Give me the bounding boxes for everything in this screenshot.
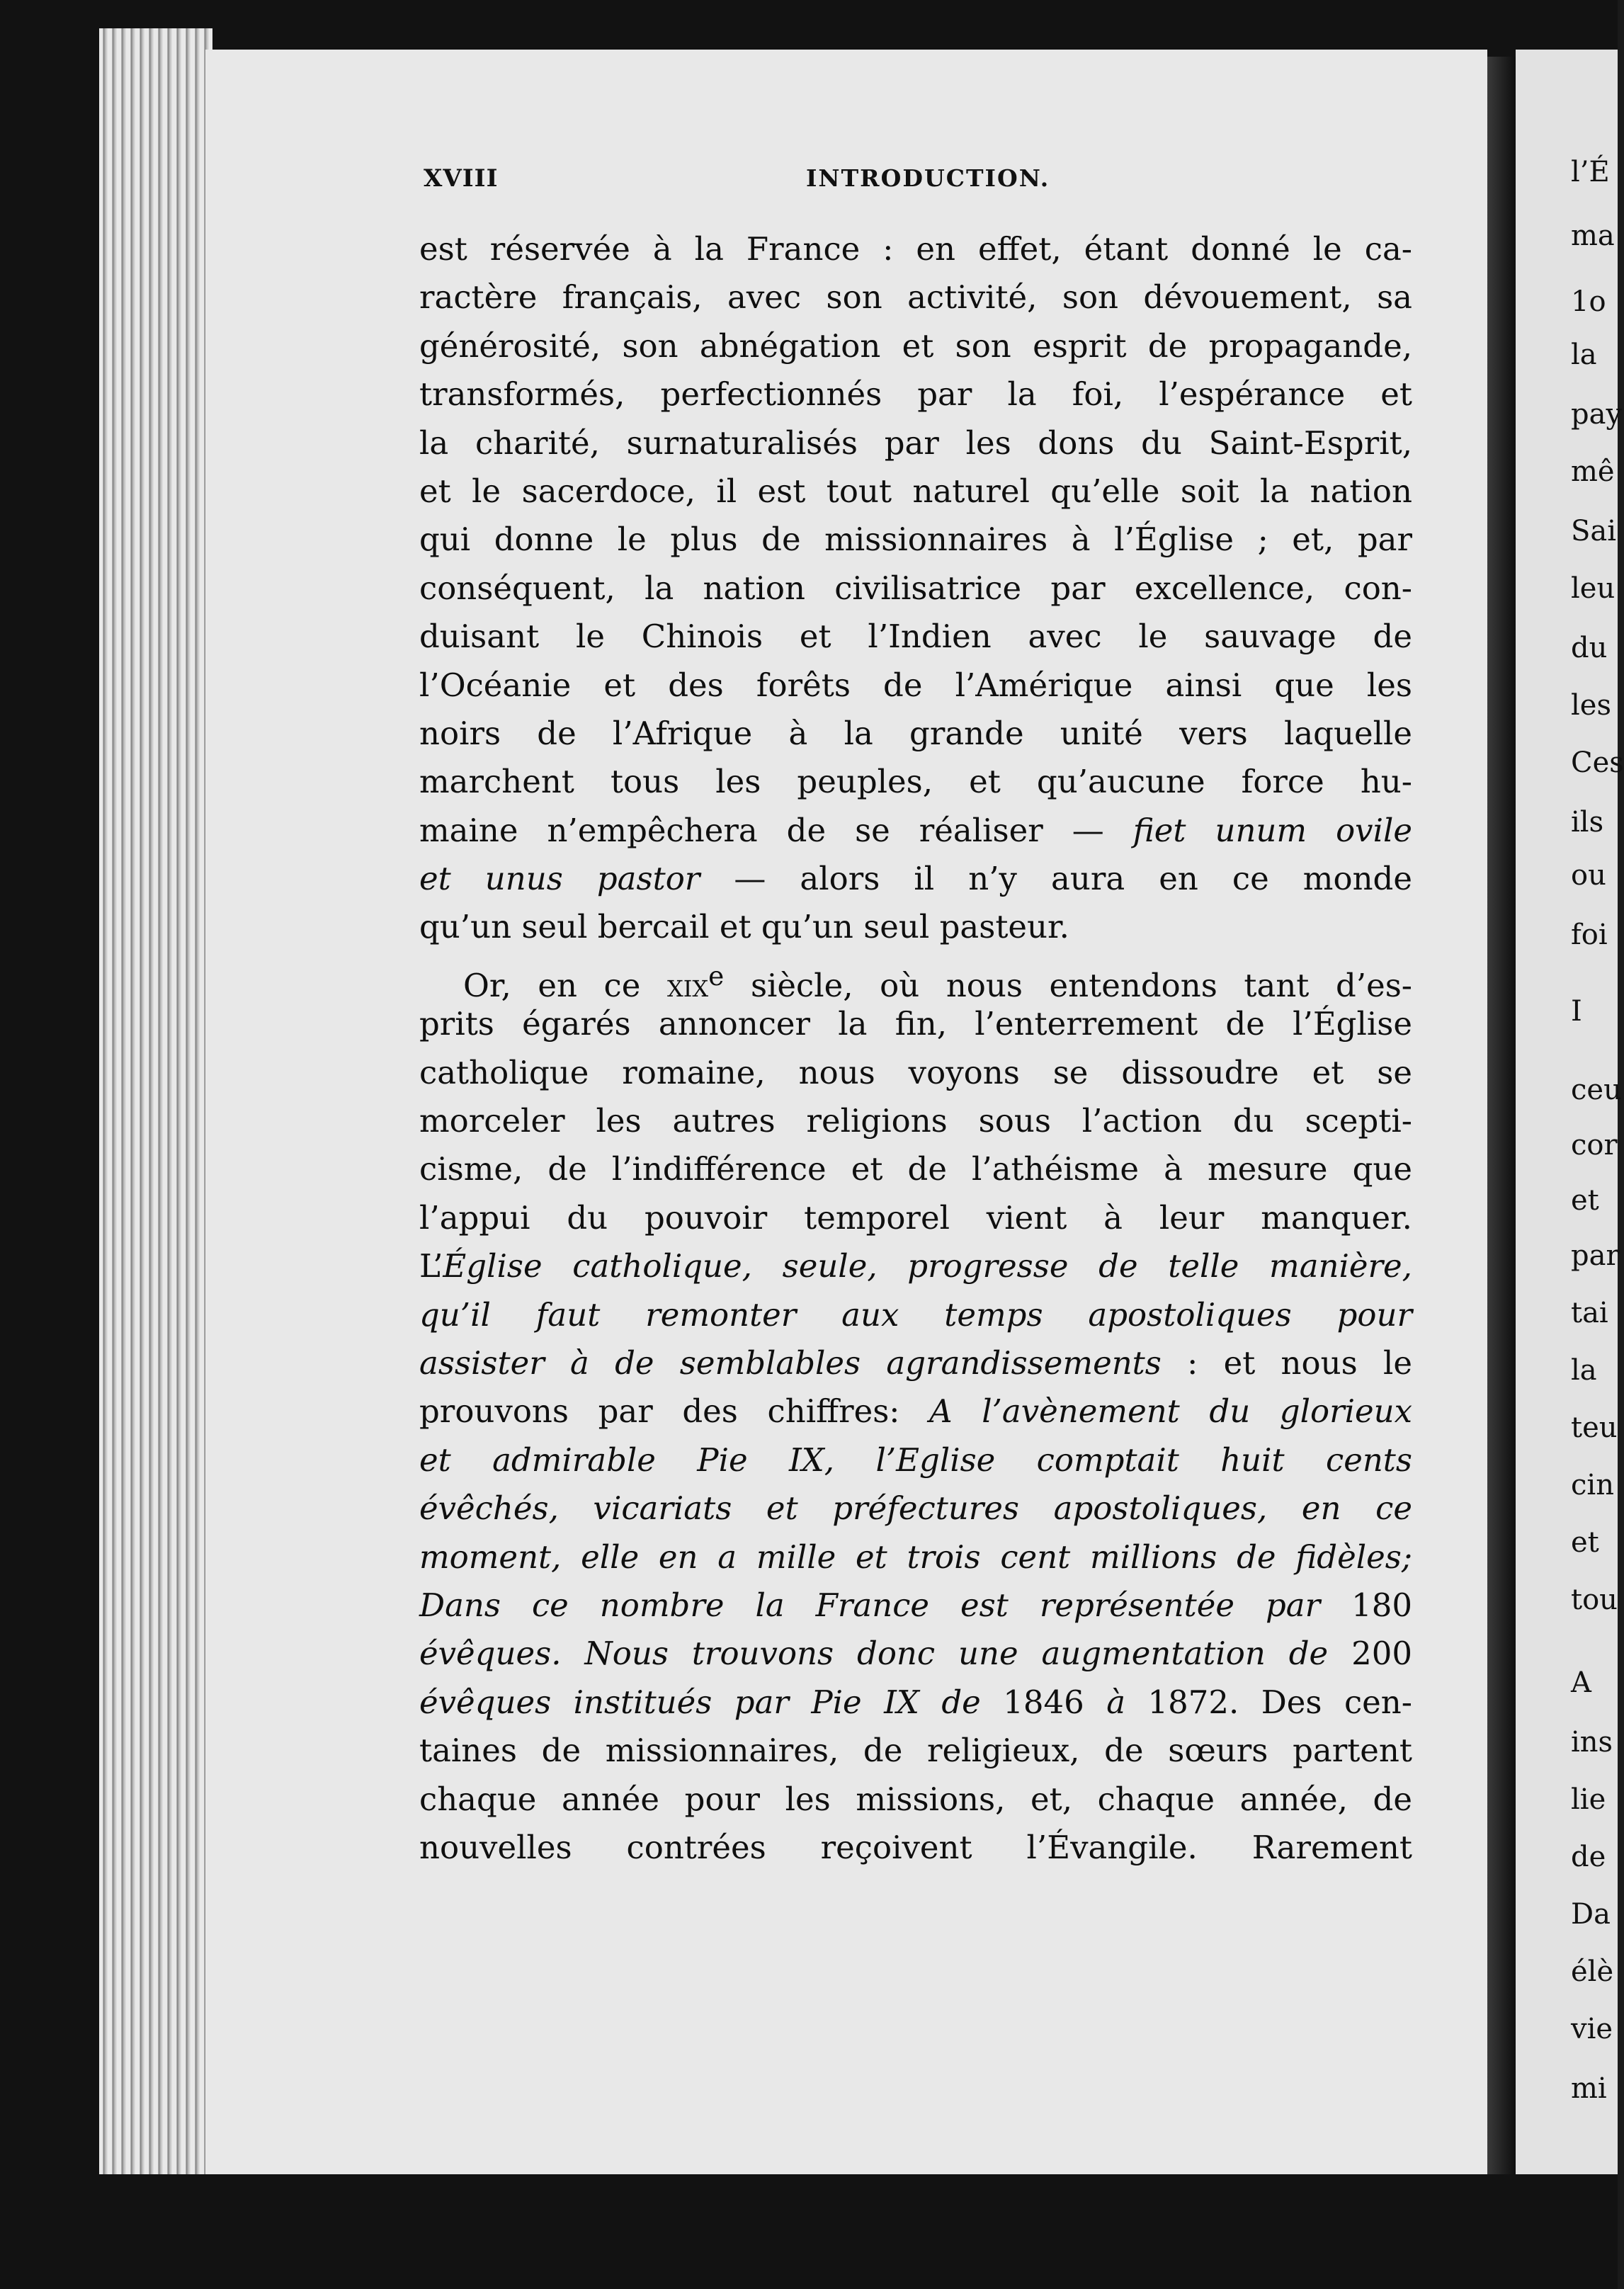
facing-page-text: tai [1571,1297,1608,1329]
running-header [424,164,1429,207]
superscript: e [708,960,725,992]
facing-page-text: Da [1571,1898,1611,1931]
running-title: INTRODUCTION. [806,164,1050,192]
text-line [419,1581,1412,1630]
text-span: noirs de l’Afrique à la grande unité vers laquelle [419,714,1412,752]
facing-page-text: la [1571,1354,1597,1387]
text-line [419,1194,1412,1242]
text-line [419,1000,1412,1048]
facing-page-text: leu [1571,572,1616,605]
text-line [419,273,1412,322]
text-span: maine n’empêchera de se réaliser — [419,811,1133,849]
text-line [419,1727,1412,1775]
text-span: ractère français, avec son activité, son dévouement, sa [419,278,1412,317]
facing-page-text: Sai [1571,515,1617,547]
body-text [419,225,1412,1872]
italic-span: qu’il faut remonter aux temps apostoliques pour [419,1295,1412,1334]
text-span: prits égarés annoncer la fin, l’enterrement de l’Église [419,1005,1412,1043]
text-span: conséquent, la nation civilisatrice par excellence, con- [419,569,1412,607]
italic-span: moment, elle en a mille et trois cent millions de fidèles; [419,1538,1412,1576]
text-line [419,370,1412,419]
text-span: transformés, perfectionnés par la foi, l’espérance et [419,375,1412,414]
facing-page-text: 1o [1571,285,1606,318]
facing-page-text: et [1571,1184,1599,1217]
text-span: l’Océanie et des forêts de l’Amérique ainsi que les [419,666,1412,704]
text-span: nouvelles contrées reçoivent l’Évangile. Rarement [419,1828,1412,1866]
text-line [419,1533,1412,1581]
text-line [419,419,1412,467]
facing-page-text: mi [1571,2072,1607,2105]
facing-page-text: teu [1571,1412,1618,1444]
text-span: l’appui du pouvoir temporel vient à leur manquer. [419,1198,1412,1237]
text-line [419,1824,1412,1872]
text-line [419,952,1412,1004]
text-span: est réservée à la France : en effet, étant donné le ca- [419,230,1412,268]
text-line [419,322,1412,370]
text-span: duisant le Chinois et l’Indien avec le sauvage de [419,618,1412,656]
text-line [419,1097,1412,1145]
text-line [419,1387,1412,1436]
facing-page-text: l’É [1571,156,1610,188]
facing-page-text: par [1571,1239,1620,1272]
text-span: prouvons par des chiffres: [419,1392,930,1431]
facing-page-text: ceu [1571,1074,1622,1106]
facing-page-text: élè [1571,1955,1614,1988]
italic-span: à [1106,1683,1126,1721]
text-span: 1872. Des cen- [1125,1683,1412,1721]
text-line [419,467,1412,516]
text-span: : et nous le [1161,1344,1412,1382]
text-span: catholique romaine, nous voyons se dissoudre et se [419,1053,1412,1091]
text-span: et le sacerdoce, il est tout naturel qu’elle soit la nation [419,472,1412,510]
text-span: L’ [419,1247,443,1285]
text-span: chaque année pour les missions, et, chaque année, de [419,1780,1412,1818]
text-line [419,1145,1412,1193]
text-line [419,855,1412,903]
facing-page-fragment [1516,50,1624,2174]
text-span: qu’un seul bercail et qu’un seul pasteur. [419,908,1069,946]
italic-span: A l’avènement du glorieux [929,1392,1412,1431]
book-page-edges [99,28,212,2174]
text-span: xix [666,966,709,1004]
text-span: morceler les autres religions sous l’action du scepti- [419,1102,1412,1140]
text-span: 180 [1320,1586,1412,1624]
facing-page-text: foi [1571,919,1608,951]
facing-page-text: et [1571,1526,1599,1559]
text-span: qui donne le plus de missionnaires à l’Église ; et, par [419,521,1412,559]
text-span: siècle, où nous entendons tant d’es- [724,966,1412,1004]
facing-page-text: mê [1571,455,1615,488]
italic-span: et unus pastor [419,860,700,898]
text-line [419,516,1412,564]
facing-page-text: tou [1571,1584,1618,1616]
italic-span: fiet unum ovile [1132,811,1412,849]
text-line [419,1291,1412,1339]
text-line [419,807,1412,855]
text-span: Or, en ce [463,966,667,1004]
facing-page-text: lie [1571,1783,1606,1816]
facing-page-text: de [1571,1841,1606,1873]
text-line [419,1436,1412,1484]
facing-page-text: cor [1571,1129,1618,1161]
text-line [419,1630,1412,1678]
text-line [419,758,1412,806]
facing-page-text: ou [1571,859,1606,892]
text-line [419,710,1412,758]
italic-span: assister à de semblables agrandissements [419,1344,1162,1382]
facing-page-text: les [1571,689,1611,722]
italic-span: et admirable Pie IX, l’Eglise comptait huit cents [419,1441,1412,1479]
facing-page-text: Ces [1571,746,1624,779]
facing-page-text: ins [1571,1726,1613,1759]
facing-page-text: du [1571,632,1608,664]
facing-page-text: pay [1571,398,1623,431]
text-span: — alors il n’y aura en ce monde [700,860,1412,898]
italic-span: Église catholique, seule, progresse de telle manière, [443,1247,1412,1285]
facing-page-text: la [1571,339,1597,371]
italic-span: évêques. Nous trouvons donc une augmentation de [419,1635,1329,1673]
text-span: cisme, de l’indifférence et de l’athéisme à mesure que [419,1150,1412,1188]
text-line [419,225,1412,273]
book-gutter-shadow [1487,57,1516,2174]
text-line [419,903,1412,951]
italic-span: évêques institués par Pie IX de [419,1683,981,1721]
italic-span: Dans ce nombre la France est représentée par [419,1586,1321,1624]
text-line [419,1049,1412,1097]
text-span: taines de missionnaires, de religieux, de sœurs partent [419,1732,1412,1770]
facing-page-text: A [1571,1666,1591,1699]
text-line [419,1484,1412,1533]
facing-page-text: ils [1571,806,1604,839]
text-line [419,1339,1412,1387]
text-span: la charité, surnaturalisés par les dons du Saint-Esprit, [419,424,1412,462]
text-line [419,1242,1412,1290]
text-line [419,564,1412,613]
text-span: marchent tous les peuples, et qu’aucune force hu- [419,763,1412,801]
text-line [419,1776,1412,1824]
page-number: XVIII [424,164,499,193]
facing-page-text: cin [1571,1469,1614,1501]
text-span: 1846 [980,1683,1107,1721]
italic-span: évêchés, vicariats et préfectures apostoliques, en ce [419,1489,1412,1528]
text-span: 200 [1328,1635,1412,1673]
text-line [419,613,1412,661]
text-line [419,1679,1412,1727]
facing-page-text: vie [1571,2013,1613,2045]
facing-page-text: ma [1571,220,1615,252]
facing-page-text: I [1571,995,1582,1028]
text-span: générosité, son abnégation et son esprit de propagande, [419,326,1412,365]
text-line [419,661,1412,710]
